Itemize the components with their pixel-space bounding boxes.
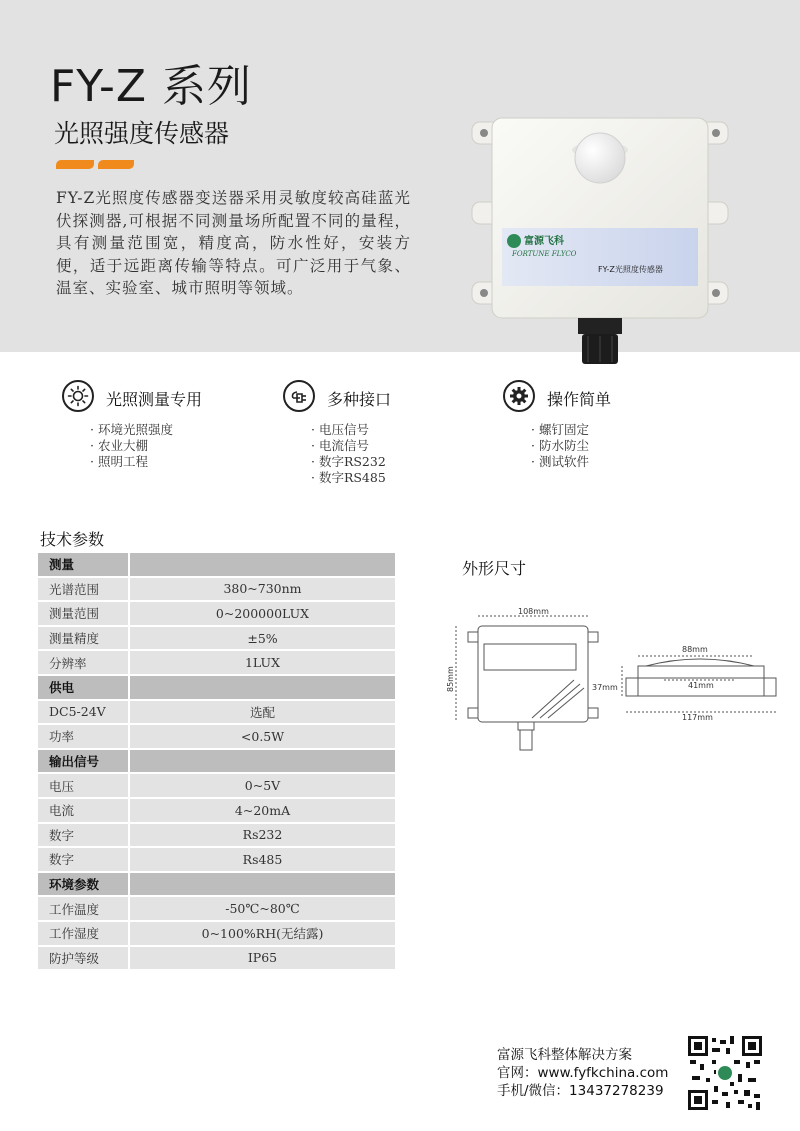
row-key: 电压 <box>38 774 130 797</box>
table-row <box>38 922 395 945</box>
spec-title: 技术参数 <box>40 530 105 549</box>
row-value: Rs485 <box>130 848 395 871</box>
company-line: 富源飞科整体解决方案 <box>497 1047 632 1063</box>
contact-block <box>497 1046 668 1100</box>
list-item: · 照明工程 <box>90 454 173 470</box>
table-row <box>38 897 395 920</box>
row-key: 测量精度 <box>38 627 130 650</box>
table-row <box>38 824 395 847</box>
row-key: 数字 <box>38 824 130 847</box>
row-value: Rs232 <box>130 824 395 847</box>
table-row <box>38 947 395 970</box>
sun-icon <box>62 380 94 412</box>
row-key: 防护等级 <box>38 947 130 970</box>
list-item: · 测试软件 <box>531 454 589 470</box>
list-item: · 农业大棚 <box>90 438 173 454</box>
website-line: 官网：www.fyfkchina.com <box>497 1065 669 1081</box>
list-item: · 环境光照强度 <box>90 422 173 438</box>
page-title: FY-Z 系列 <box>50 61 252 112</box>
gear-icon <box>503 380 535 412</box>
section-label: 环境参数 <box>38 873 130 896</box>
list-item: · 电流信号 <box>311 438 386 454</box>
product-model-label: FY-Z光照度传感器 <box>598 265 663 274</box>
row-value: -50℃~80℃ <box>130 897 395 920</box>
table-section-header <box>38 873 395 896</box>
accent-bar <box>98 160 134 169</box>
dim-bottom-side: 117mm <box>682 713 713 722</box>
spec-table <box>38 551 395 971</box>
feature-title: 多种接口 <box>327 390 392 409</box>
accent-bar <box>56 160 94 169</box>
row-key: 工作温度 <box>38 897 130 920</box>
row-key: 测量范围 <box>38 602 130 625</box>
table-row <box>38 799 395 822</box>
table-row <box>38 578 395 601</box>
qr-code <box>686 1034 764 1112</box>
row-value: 4~20mA <box>130 799 395 822</box>
row-key: 电流 <box>38 799 130 822</box>
dim-width-front: 108mm <box>518 607 549 616</box>
list-item: · 螺钉固定 <box>531 422 589 438</box>
section-label: 输出信号 <box>38 750 130 773</box>
table-row <box>38 774 395 797</box>
list-item: · 电压信号 <box>311 422 386 438</box>
row-value: 0~100%RH(无结露) <box>130 922 395 945</box>
plug-icon <box>283 380 315 412</box>
row-key: 光谱范围 <box>38 578 130 601</box>
list-item: · 数字RS232 <box>311 454 386 470</box>
dim-height-side: 37mm <box>592 683 618 692</box>
row-key: 功率 <box>38 725 130 748</box>
product-brand-cn: 富源飞科 <box>524 236 564 247</box>
feature-list <box>90 422 173 470</box>
section-label: 供电 <box>38 676 130 699</box>
dim-inner-side: 41mm <box>688 681 714 690</box>
row-value: 0~5V <box>130 774 395 797</box>
feature-list <box>311 422 386 486</box>
dim-top-side: 88mm <box>682 645 708 654</box>
row-value: 0~200000LUX <box>130 602 395 625</box>
row-value: 1LUX <box>130 651 395 674</box>
row-key: 数字 <box>38 848 130 871</box>
dimension-drawing <box>440 600 800 760</box>
row-value: ±5% <box>130 627 395 650</box>
dim-height-front: 85mm <box>446 666 455 692</box>
feature-list <box>531 422 589 470</box>
row-value: <0.5W <box>130 725 395 748</box>
table-row <box>38 848 395 871</box>
table-section-header <box>38 750 395 773</box>
row-key: 分辨率 <box>38 651 130 674</box>
row-key: 工作湿度 <box>38 922 130 945</box>
intro-paragraph: FY-Z光照度传感器变送器采用灵敏度较高硅蓝光伏探测器,可根据不同测量场所配置不同的量程，具有测量范围宽，精度高，防水性好，安装方便，适于远距离传输等特点。可广泛用于气象、温室、实验室、城市照明等领域。 <box>56 189 411 297</box>
row-value: 选配 <box>130 701 395 724</box>
feature-title: 光照测量专用 <box>106 390 203 409</box>
table-section-header <box>38 676 395 699</box>
row-value: 380~730nm <box>130 578 395 601</box>
list-item: · 防水防尘 <box>531 438 589 454</box>
table-row <box>38 725 395 748</box>
dimensions-title: 外形尺寸 <box>462 559 527 578</box>
phone-line: 手机/微信：13437278239 <box>497 1083 664 1099</box>
table-section-header <box>38 553 395 576</box>
table-row <box>38 627 395 650</box>
table-row <box>38 602 395 625</box>
row-value: IP65 <box>130 947 395 970</box>
row-key: DC5-24V <box>38 701 130 724</box>
section-label: 测量 <box>38 553 130 576</box>
table-row <box>38 701 395 724</box>
page-subtitle: 光照强度传感器 <box>54 119 230 148</box>
feature-title: 操作简单 <box>547 390 612 409</box>
list-item: · 数字RS485 <box>311 470 386 486</box>
table-row <box>38 651 395 674</box>
product-image <box>470 100 730 380</box>
product-brand-en: FORTUNE FLYCO <box>512 250 577 258</box>
